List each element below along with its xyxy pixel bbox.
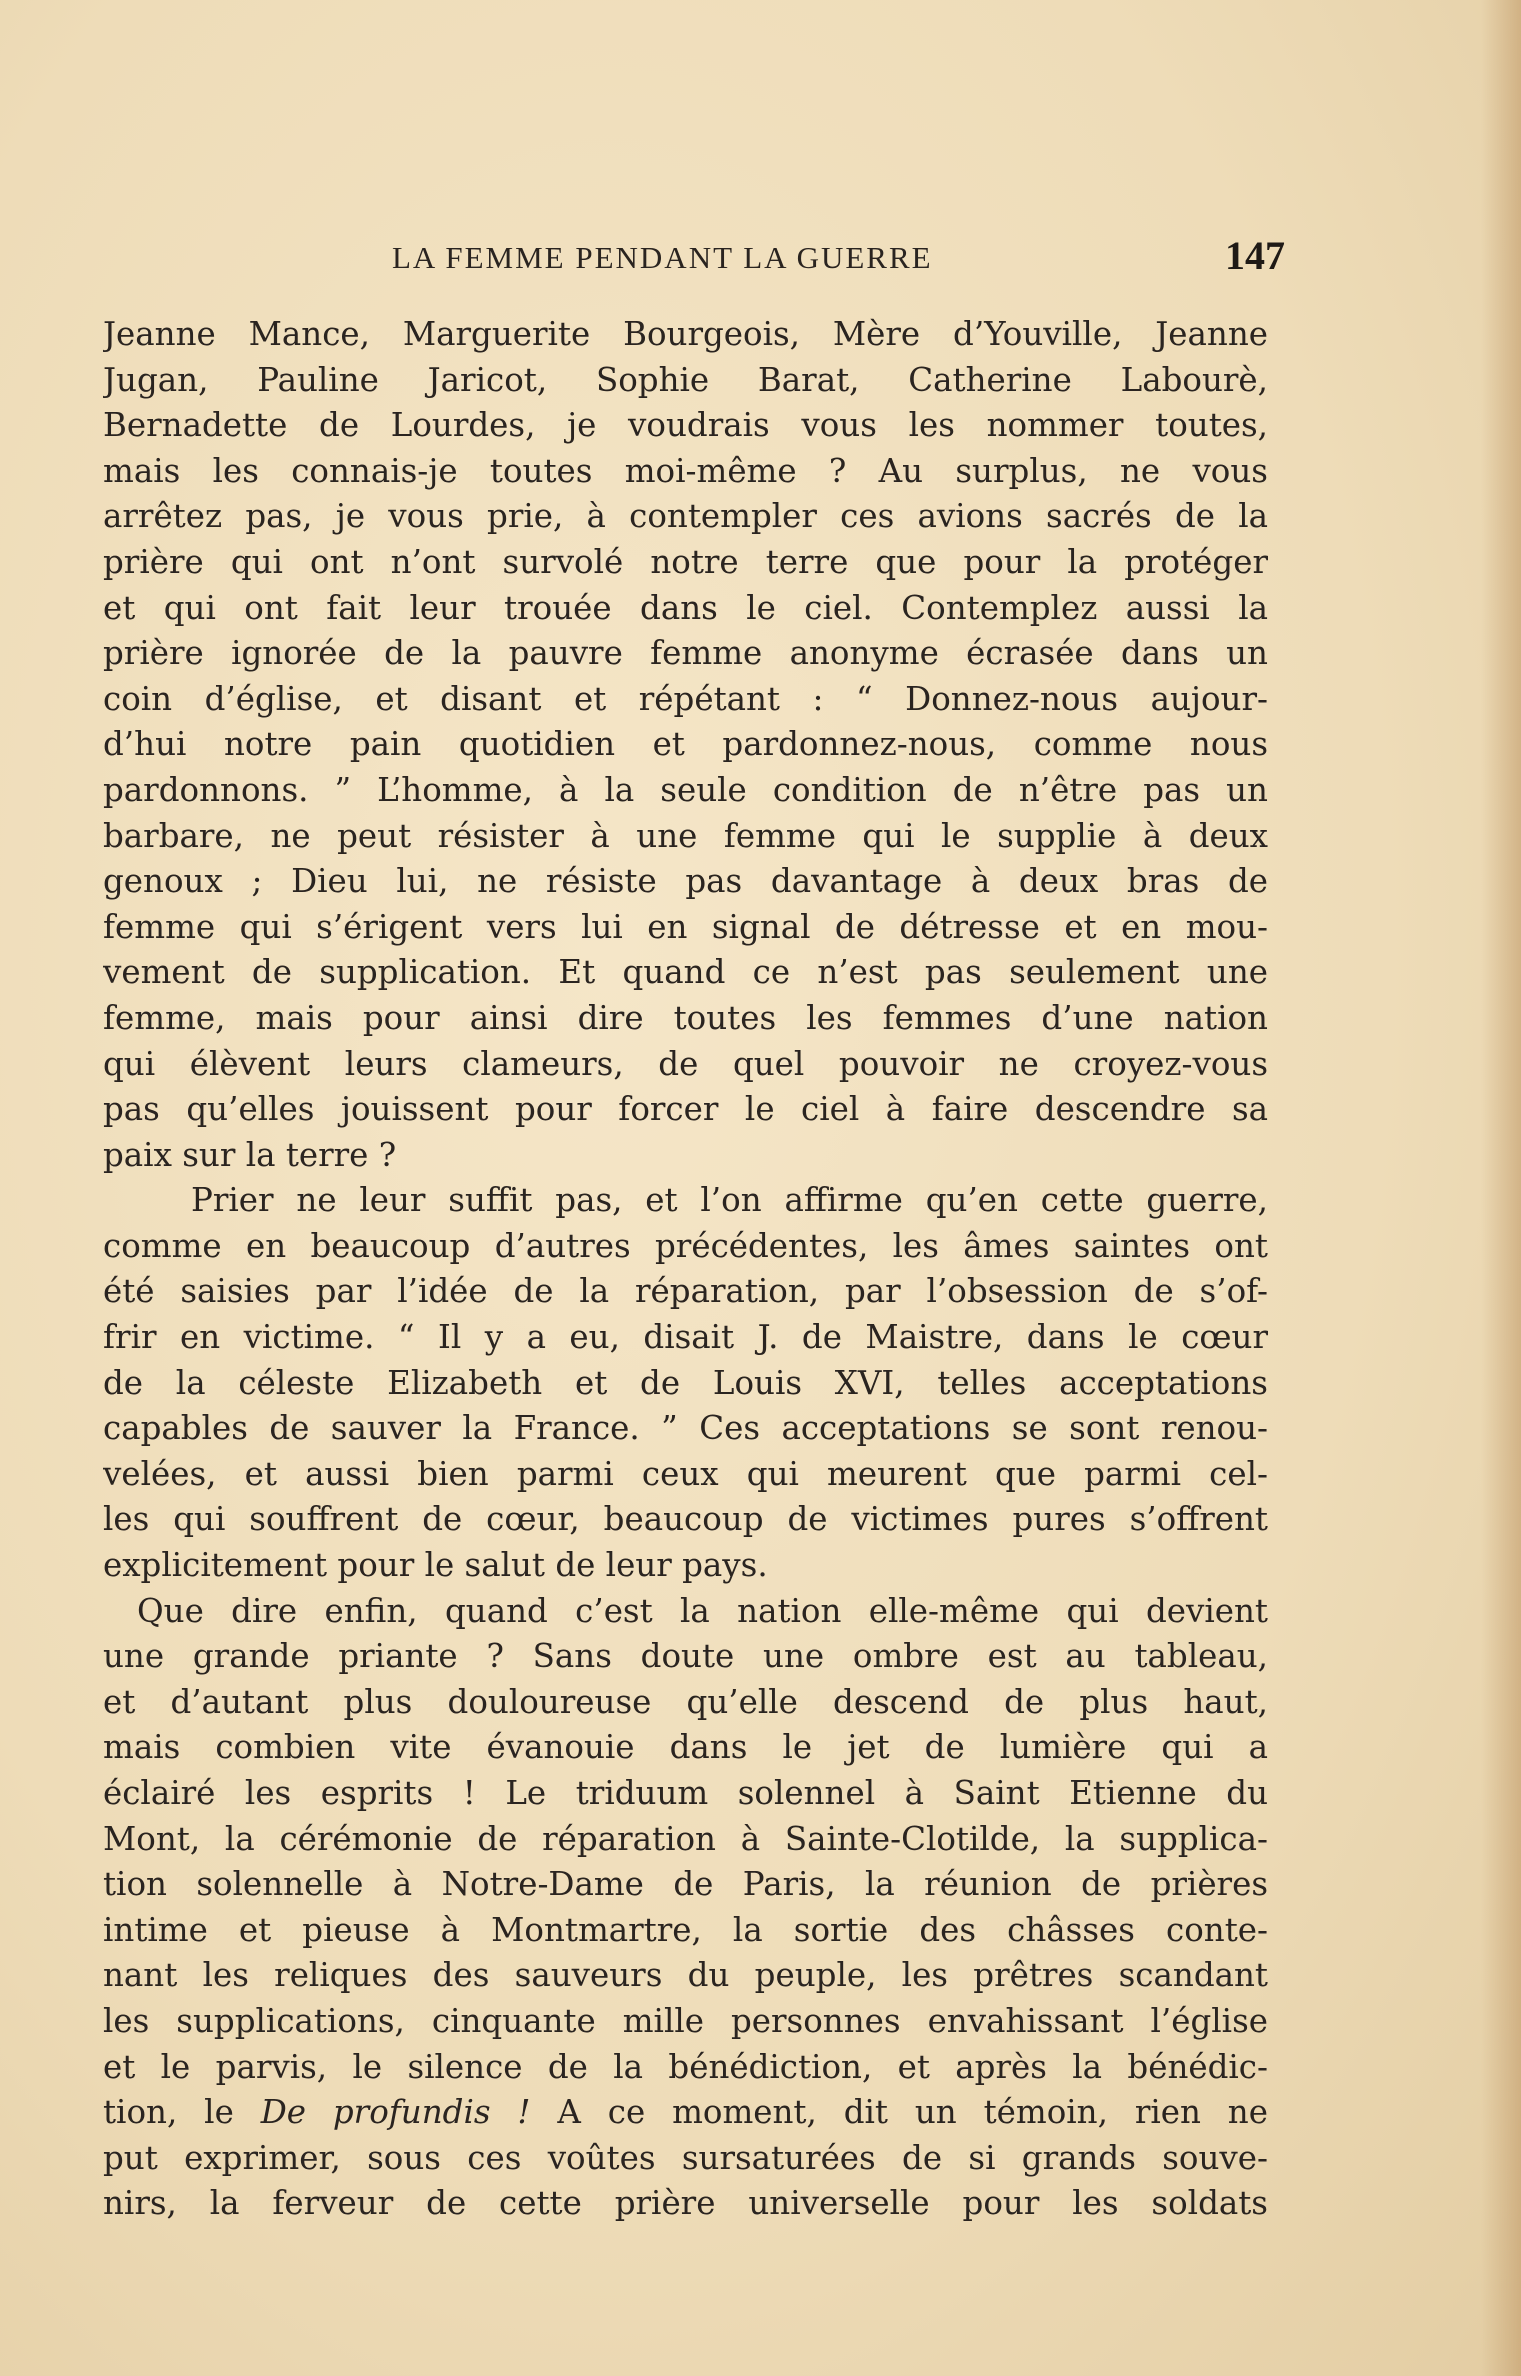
text-line: Jeanne Mance, Marguerite Bourgeois, Mère d’Youville, Jeanne	[103, 315, 1268, 353]
italic-phrase: De profundis !	[260, 2093, 531, 2132]
text-line: barbare, ne peut résister à une femme qui le supplie à deux	[103, 816, 1268, 855]
text-line: qui élèvent leurs clameurs, de quel pouvoir ne croyez-vous	[103, 1044, 1268, 1083]
page-edge-shadow	[1481, 0, 1521, 2376]
text-line: intime et pieuse à Montmartre, la sortie des châsses conte-	[103, 1910, 1268, 1949]
text-line: arrêtez pas, je vous prie, à contempler ces avions sacrés de la	[103, 497, 1268, 536]
text-line: coin d’église, et disant et répétant : “ Donnez-nous aujour-	[103, 679, 1268, 718]
text-line: prière qui ont n’ont survolé notre terre que pour la protéger	[103, 542, 1268, 581]
running-header	[100, 232, 1285, 282]
text-line: Jugan, Pauline Jaricot, Sophie Barat, Catherine Labourè,	[103, 360, 1268, 399]
text-line: femme, mais pour ainsi dire toutes les femmes d’une nation	[103, 998, 1268, 1037]
text-line: de la céleste Elizabeth et de Louis XVI, telles acceptations	[103, 1363, 1268, 1402]
paragraph-1	[103, 312, 1268, 1178]
text-line	[103, 2136, 1268, 2182]
text-line: d’hui notre pain quotidien et pardonnez-nous, comme nous	[103, 725, 1268, 764]
text-line: pardonnons. ” L’homme, à la seule condition de n’être pas un	[103, 770, 1268, 809]
text-line: vement de supplication. Et quand ce n’est pas seulement une	[103, 953, 1268, 992]
text-line: nirs, la ferveur de cette prière universelle pour les soldats	[103, 2184, 1268, 2223]
text-line: les qui souffrent de cœur, beaucoup de victimes pures s’offrent	[103, 1500, 1268, 1539]
text-line: éclairé les esprits ! Le triduum solennel à Saint Etienne du	[103, 1774, 1268, 1812]
text-line: prière ignorée de la pauvre femme anonyme écrasée dans un	[103, 634, 1268, 673]
text-line: été saisies par l’idée de la réparation, par l’obsession de s’of-	[103, 1272, 1268, 1311]
text-line: mais combien vite évanouie dans le jet de lumière qui a	[103, 1728, 1268, 1767]
text-line-with-italic	[103, 2090, 1268, 2136]
text-line: velées, et aussi bien parmi ceux qui meurent que parmi cel-	[103, 1454, 1268, 1493]
text-line: explicitement pour le salut de leur pays.	[103, 1546, 768, 1585]
text-line: paix sur la terre ?	[103, 1135, 397, 1174]
paragraph-2	[103, 1178, 1268, 1588]
text-line: capables de sauver la France. ” Ces acceptations se sont renou-	[103, 1409, 1268, 1448]
text-line: et le parvis, le silence de la bénédiction, et après la bénédic-	[103, 2047, 1268, 2086]
text-line: tion solennelle à Notre-Dame de Paris, la réunion de prières	[103, 1865, 1268, 1904]
text-fragment: put	[103, 2138, 158, 2177]
text-line: une grande priante ? Sans doute une ombre est au tableau,	[103, 1637, 1268, 1676]
text-fragment: A ce moment, dit un témoin, rien ne	[557, 2093, 1268, 2132]
text-line: et d’autant plus douloureuse qu’elle descend de plus haut,	[103, 1682, 1268, 1721]
text-line: nant les reliques des sauveurs du peuple, les prêtres scandant	[103, 1956, 1268, 1995]
text-line: et qui ont fait leur trouée dans le ciel. Contemplez aussi la	[103, 588, 1268, 627]
running-title: LA FEMME PENDANT LA GUERRE	[392, 240, 933, 275]
text-line: les supplications, cinquante mille personnes envahissant l’église	[103, 2001, 1268, 2040]
text-line: pas qu’elles jouissent pour forcer le ciel à faire descendre sa	[103, 1090, 1268, 1129]
text-line: frir en victime. “ Il y a eu, disait J. de Maistre, dans le cœur	[103, 1318, 1268, 1357]
text-line: Prier ne leur suffit pas, et l’on affirme qu’en cette guerre,	[191, 1181, 1268, 1220]
text-fragment: tion, le	[103, 2093, 234, 2132]
text-line: mais les connais-je toutes moi-même ? Au surplus, ne vous	[103, 451, 1268, 490]
text-line: Mont, la cérémonie de réparation à Sainte-Clotilde, la supplica-	[103, 1819, 1268, 1858]
text-line: genoux ; Dieu lui, ne résiste pas davantage à deux bras de	[103, 862, 1268, 901]
text-line: comme en beaucoup d’autres précédentes, les âmes saintes ont	[103, 1226, 1268, 1265]
body-text	[103, 312, 1268, 2227]
page-number: 147	[1225, 233, 1285, 278]
paragraph-3	[103, 1589, 1268, 2227]
text-line: Que dire enfin, quand c’est la nation elle-même qui devient	[137, 1591, 1268, 1630]
text-fragment: exprimer, sous ces voûtes sursaturées de si grands souve-	[184, 2138, 1268, 2177]
text-line: femme qui s’érigent vers lui en signal de détresse et en mou-	[103, 907, 1268, 946]
text-line: Bernadette de Lourdes, je voudrais vous les nommer toutes,	[103, 406, 1268, 445]
